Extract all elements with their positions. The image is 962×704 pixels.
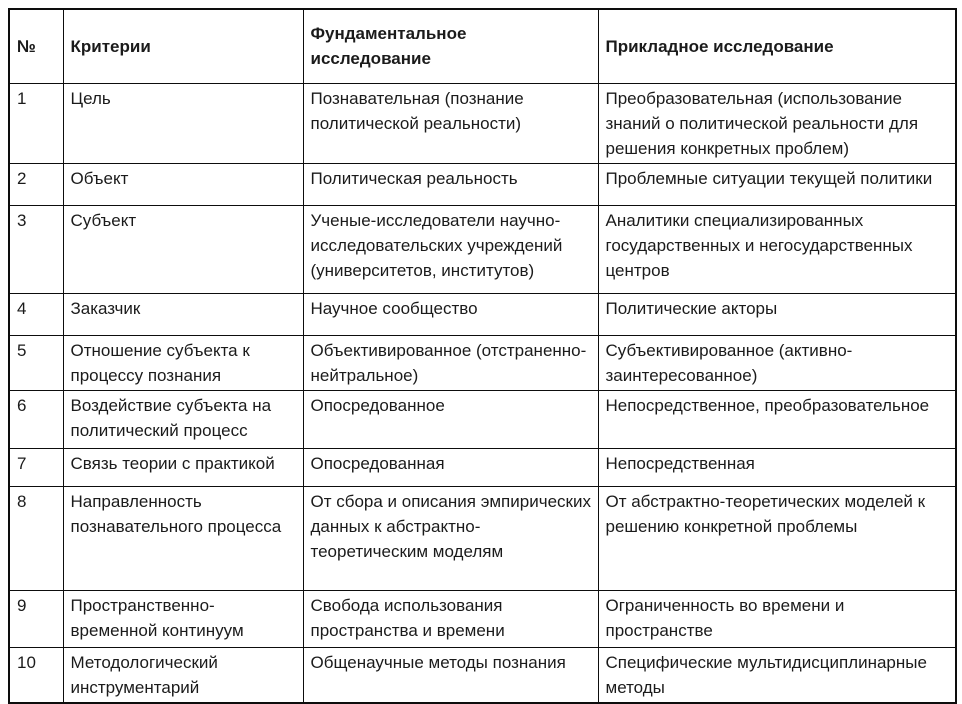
- cell-applied: Субъективированное (активно-заинтересованное): [598, 335, 956, 390]
- header-num: №: [9, 9, 63, 83]
- table-row: [9, 590, 956, 647]
- cell-applied: Непосредственная: [598, 448, 956, 486]
- table-row: [9, 205, 956, 293]
- table-row: [9, 335, 956, 390]
- cell-criterion: Связь теории с практикой: [63, 448, 303, 486]
- cell-applied: Специфические мультидисциплинарные методы: [598, 647, 956, 703]
- cell-fundamental: Общенаучные методы познания: [303, 647, 598, 703]
- cell-criterion: Пространственно-временной континуум: [63, 590, 303, 647]
- header-row: [9, 9, 956, 83]
- table-row: [9, 390, 956, 448]
- cell-fundamental: От сбора и описания эмпирических данных к абстрактно-теоретическим моделям: [303, 486, 598, 590]
- cell-num: 5: [9, 335, 63, 390]
- cell-applied: Преобразовательная (использование знаний о политической реальности для решения конкретных проблем): [598, 83, 956, 163]
- cell-fundamental: Объективированное (отстраненно-нейтральное): [303, 335, 598, 390]
- table-row: [9, 293, 956, 335]
- cell-num: 9: [9, 590, 63, 647]
- cell-criterion: Заказчик: [63, 293, 303, 335]
- cell-criterion: Методологический инструментарий: [63, 647, 303, 703]
- cell-num: 8: [9, 486, 63, 590]
- header-applied: Прикладное исследование: [598, 9, 956, 83]
- cell-criterion: Субъект: [63, 205, 303, 293]
- cell-num: 2: [9, 163, 63, 205]
- cell-fundamental: Опосредованная: [303, 448, 598, 486]
- cell-fundamental: Свобода использования пространства и времени: [303, 590, 598, 647]
- cell-applied: Проблемные ситуации текущей политики: [598, 163, 956, 205]
- table-row: [9, 163, 956, 205]
- cell-num: 3: [9, 205, 63, 293]
- cell-fundamental: Политическая реальность: [303, 163, 598, 205]
- cell-criterion: Отношение субъекта к процессу познания: [63, 335, 303, 390]
- cell-criterion: Цель: [63, 83, 303, 163]
- cell-num: 1: [9, 83, 63, 163]
- table-row: [9, 83, 956, 163]
- table-header: [9, 9, 956, 83]
- table-row: [9, 647, 956, 703]
- cell-num: 4: [9, 293, 63, 335]
- table-body: [9, 83, 956, 703]
- table-row: [9, 448, 956, 486]
- cell-fundamental: Опосредованное: [303, 390, 598, 448]
- cell-applied: Аналитики специализированных государственных и негосударственных центров: [598, 205, 956, 293]
- cell-num: 7: [9, 448, 63, 486]
- cell-fundamental: Научное сообщество: [303, 293, 598, 335]
- comparison-table: [8, 8, 957, 704]
- cell-applied: От абстрактно-теоретических моделей к решению конкретной проблемы: [598, 486, 956, 590]
- header-fundamental: Фундаментальное исследование: [303, 9, 598, 83]
- cell-criterion: Воздействие субъекта на политический процесс: [63, 390, 303, 448]
- header-criterion: Критерии: [63, 9, 303, 83]
- cell-fundamental: Познавательная (познание политической реальности): [303, 83, 598, 163]
- cell-fundamental: Ученые-исследователи научно-исследовательских учреждений (университетов, институтов): [303, 205, 598, 293]
- cell-criterion: Объект: [63, 163, 303, 205]
- cell-applied: Ограниченность во времени и пространстве: [598, 590, 956, 647]
- table-row: [9, 486, 956, 590]
- cell-applied: Непосредственное, преобразовательное: [598, 390, 956, 448]
- cell-num: 10: [9, 647, 63, 703]
- cell-applied: Политические акторы: [598, 293, 956, 335]
- cell-criterion: Направленность познавательного процесса: [63, 486, 303, 590]
- cell-num: 6: [9, 390, 63, 448]
